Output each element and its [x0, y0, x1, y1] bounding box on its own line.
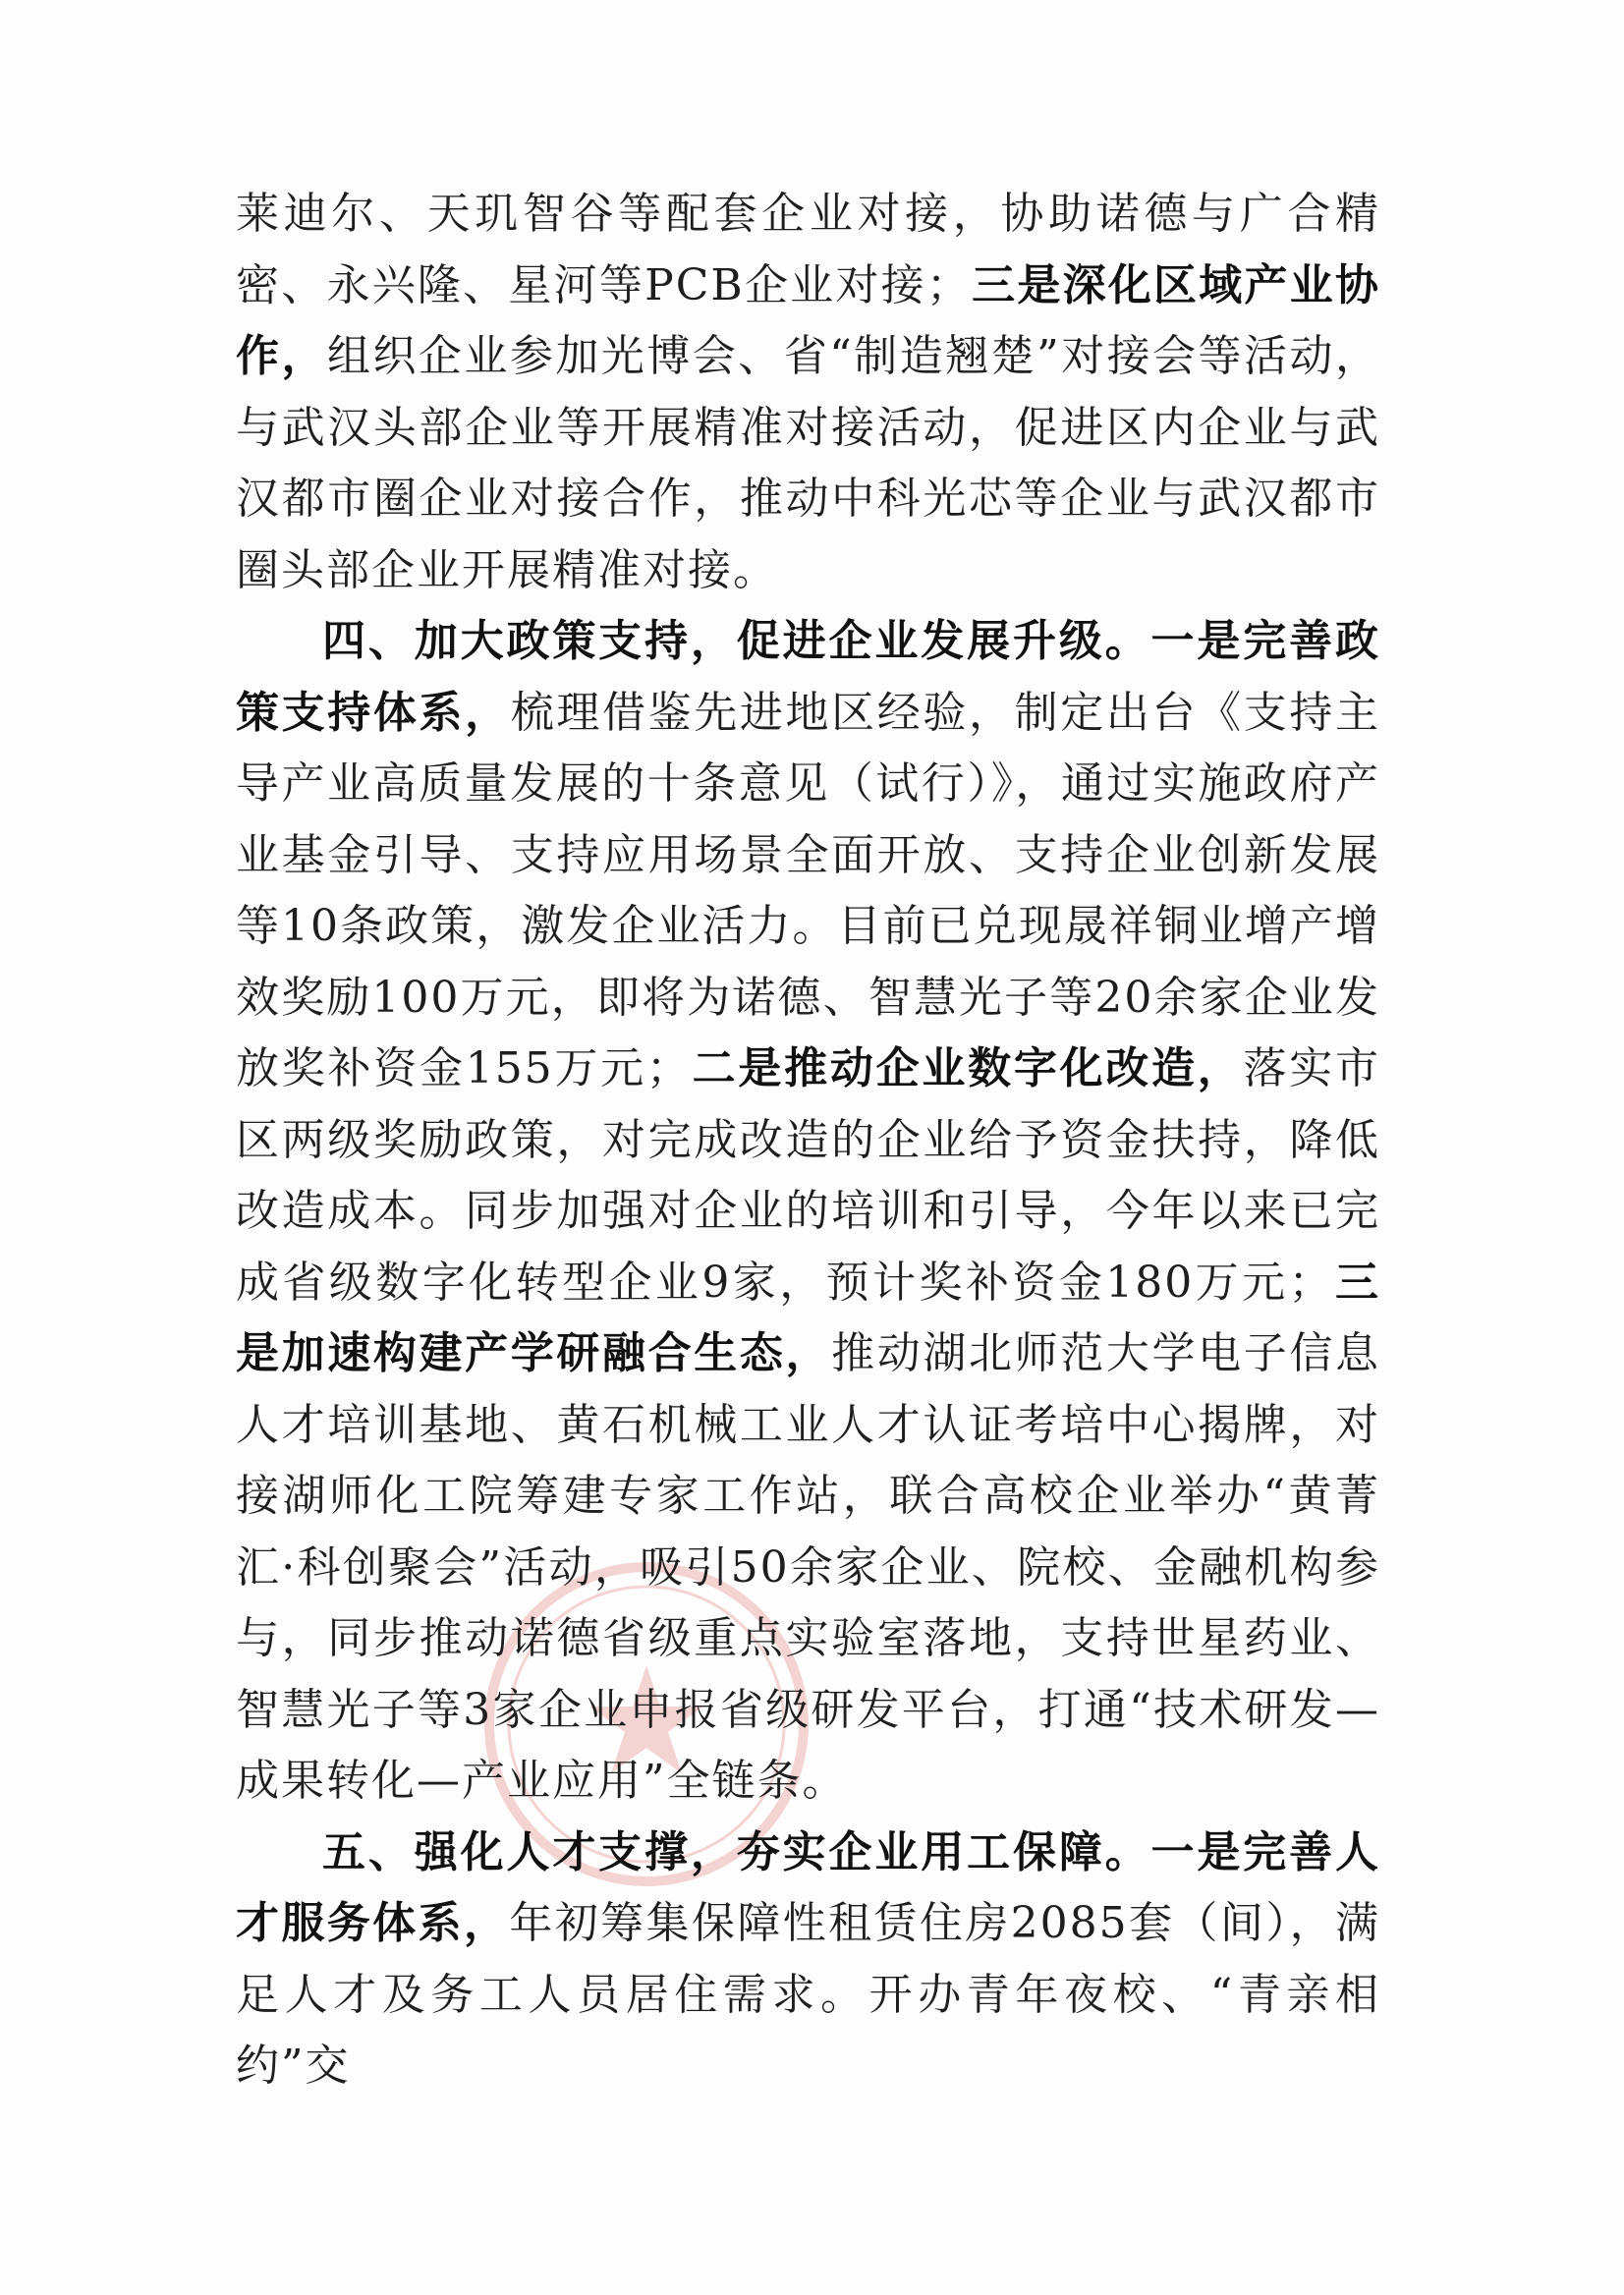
- p3-bold-1: 五、强化人才支撑，夯实企业用工保障。一是完善人才服务体系，: [236, 1826, 1380, 1948]
- paragraph-1: [236, 179, 1380, 606]
- p1-bold-1: 三是深化区域产业协作，: [236, 259, 1380, 381]
- p1-text-2: 组织企业参加光博会、省“制造翘楚”对接会等活动，与武汉头部企业等开展精准对接活动，促进区内企业与武汉都市圈企业对接合作，推动中科光芯等企业与武汉都市圈头部企业开展精准对接。: [236, 331, 1380, 595]
- p2-text-1: 梳理借鉴先进地区经验，制定出台《支持主导产业高质量发展的十条意见（试行）》，通过实施政府产业基金引导、支持应用场景全面开放、支持企业创新发展等10条政策，激发企业活力。目前已兑现晟祥铜业增产增效奖励100万元，即将为诺德、智慧光子等20余家企业发放奖补资金155万元；: [236, 687, 1380, 1093]
- p1-text-1: 莱迪尔、天玑智谷等配套企业对接，协助诺德与广合精密、永兴隆、星河等PCB企业对接；: [236, 189, 1380, 310]
- p2-text-2: 落实市区两级奖励政策，对完成改造的企业给予资金扶持，降低改造成本。同步加强对企业的培训和引导，今年以来已完成省级数字化转型企业9家，预计奖补资金180万元；: [236, 1043, 1381, 1308]
- paragraph-3: [236, 1818, 1380, 2102]
- p2-bold-1: 四、加大政策支持，促进企业发展升级。一是完善政策支持体系，: [236, 616, 1380, 738]
- p3-text-1: 年初筹集保障性租赁住房2085套（间），满足人才及务工人员居住需求。开办青年夜校、“青亲相约”交: [236, 1898, 1380, 2091]
- p2-bold-2: 二是推动企业数字化改造，: [691, 1043, 1244, 1093]
- p2-text-3: 推动湖北师范大学电子信息人才培训基地、黄石机械工业人才认证考培中心揭牌，对接湖师化工院筹建专家工作站，联合高校企业举办“黄菁汇·科创聚会”活动，吸引50余家企业、院校、金融机构参与，同步推动诺德省级重点实验室落地，支持世星药业、智慧光子等3家企业申报省级研发平台，打通“技术研发—成果转化—产业应用”全链条。: [236, 1328, 1380, 1806]
- p2-bold-3: 三是加速构建产学研融合生态，: [236, 1257, 1380, 1378]
- document-body: [236, 179, 1380, 2102]
- paragraph-2: [236, 606, 1380, 1818]
